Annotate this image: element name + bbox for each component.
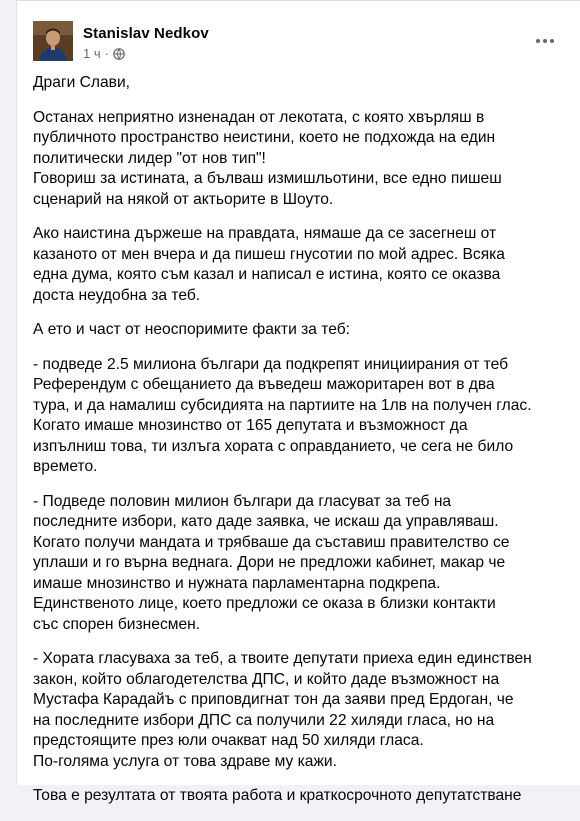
post-paragraph: Драги Слави, (33, 74, 130, 91)
more-dot (536, 39, 540, 43)
post-paragraph: Това е резултата от твоята работа и краткосрочното депутатстване (33, 787, 522, 804)
post-timestamp[interactable]: 1 ч (83, 46, 101, 61)
post-paragraph: - Хората гласуваха за теб, а твоите депутати приеха един единствен закон, който облагодетелства ДПС, и който даде възможност на Мустафа Карадайъ с приповдигнат тон да заяви пред Ердоган, че на последните избори ДПС са получили 22 хиляди гласа, но на предстоящите през юли очакват над 50 хиляди гласа. По-голяма услуга от това здраве му кажи. (33, 650, 532, 770)
more-dot (543, 39, 547, 43)
post-paragraph: - подведе 2.5 милиона българи да подкрепят инициирания от теб Референдум с обещанието да въведеш мажоритарен вот в два тура, и да намалиш субсидията на партиите на 1лв на получен глас. Когато имаше мнозинство от 165 депутата и възможност да изпълниш това, ти излъга хората с оправданието, че сега не било времето. (33, 355, 532, 475)
post-paragraph: Останах неприятно изненадан от лекотата, с която хвърляш в публичното пространство неистини, което не подхожда на един политически лидер "от нов тип"! Говориш за истината, а бълваш измишльотини, все едно пишеш сценарий на някой от актьорите в Шоуто. (33, 108, 502, 208)
post-card (16, 0, 580, 804)
more-dot (550, 39, 554, 43)
post-paragraph: - Подведе половин милион българи да гласуват за теб на последните избори, като даде заявка, че искаш да управляваш. Когато получи мандата и трябваше да съставиш правителство се уплаши и го върна веднага. Дори не предложи кабинет, макар че имаше мнозинство и нужната парламентарна подкрепа. Единственото лице, което предложи се оказа в близки контакти със спорен бизнесмен. (33, 492, 510, 633)
post-header (33, 19, 563, 69)
more-options-icon[interactable] (527, 29, 563, 53)
author-name[interactable]: Stanislav Nedkov (83, 25, 209, 42)
globe-icon[interactable] (113, 48, 125, 60)
avatar-photo (33, 21, 73, 61)
post-meta (83, 46, 125, 61)
post-text (33, 73, 567, 821)
avatar[interactable] (33, 21, 73, 61)
post-paragraph: А ето и част от неоспоримите факти за теб: (33, 321, 350, 338)
post-paragraph: Ако наистина държеше на правдата, нямаше да се засегнеш от казаното от мен вчера и да пишеш гнусотии по мой адрес. Всяка една дума, която съм казал и написал е истина, която се оказва доста неудобна за теб. (33, 225, 505, 304)
meta-separator: · (104, 46, 109, 61)
